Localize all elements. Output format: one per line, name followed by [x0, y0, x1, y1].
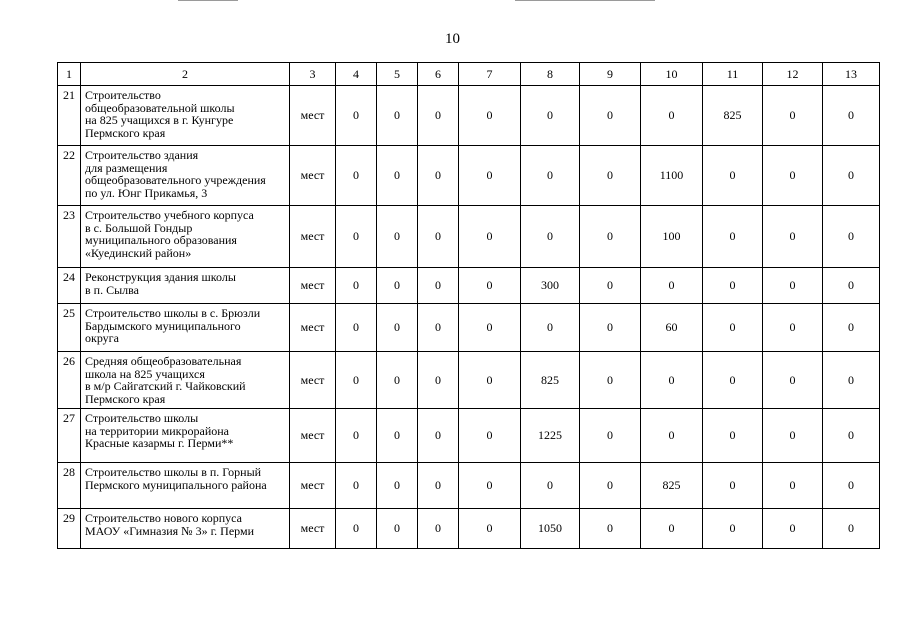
- row-number: 28: [58, 463, 81, 509]
- project-name-line: по ул. Юнг Прикамья, 3: [85, 185, 208, 200]
- value-cell: 0: [580, 146, 641, 206]
- project-name: [81, 268, 290, 304]
- project-name-line: общеобразовательного учреждения: [85, 173, 266, 187]
- value-cell: 0: [521, 463, 580, 509]
- row-number: 23: [58, 206, 81, 268]
- value-cell: 0: [459, 304, 521, 352]
- value-cell: 0: [459, 463, 521, 509]
- value-cell: 0: [336, 409, 377, 463]
- value-cell: 0: [377, 146, 418, 206]
- value-cell: 0: [377, 352, 418, 409]
- value-cell: 0: [703, 352, 763, 409]
- project-name-line: Средняя общеобразовательная: [85, 354, 242, 368]
- table-row: [58, 409, 880, 463]
- project-name: [81, 352, 290, 409]
- table-row: [58, 352, 880, 409]
- value-cell: 0: [823, 86, 880, 146]
- value-cell: 0: [703, 509, 763, 549]
- value-cell: 0: [580, 304, 641, 352]
- row-number: 21: [58, 86, 81, 146]
- unit-cell: мест: [290, 304, 336, 352]
- column-number-9: 9: [580, 63, 641, 86]
- project-name: [81, 206, 290, 268]
- project-name-line: Строительство учебного корпуса: [85, 208, 254, 222]
- value-cell: 0: [459, 509, 521, 549]
- value-cell: 0: [336, 304, 377, 352]
- value-cell: 0: [580, 409, 641, 463]
- value-cell: 0: [336, 352, 377, 409]
- value-cell: 0: [459, 206, 521, 268]
- column-number-11: 11: [703, 63, 763, 86]
- project-name-line: «Куединский район»: [85, 245, 192, 260]
- value-cell: 0: [377, 304, 418, 352]
- column-number-12: 12: [763, 63, 823, 86]
- value-cell: 0: [763, 509, 823, 549]
- project-name: [81, 463, 290, 509]
- table-row: [58, 146, 880, 206]
- value-cell: 0: [418, 352, 459, 409]
- project-name-line: Строительство школы в с. Брюзли: [85, 306, 261, 320]
- value-cell: 0: [336, 463, 377, 509]
- unit-cell: мест: [290, 268, 336, 304]
- value-cell: 0: [641, 86, 703, 146]
- project-name-line: школа на 825 учащихся: [85, 366, 205, 381]
- project-name-line: на территории микрорайона: [85, 423, 230, 438]
- value-cell: 0: [763, 206, 823, 268]
- value-cell: 0: [580, 352, 641, 409]
- value-cell: 0: [418, 409, 459, 463]
- value-cell: 0: [703, 206, 763, 268]
- project-name-line: Бардымского муниципального: [85, 318, 241, 333]
- value-cell: 0: [703, 304, 763, 352]
- unit-cell: мест: [290, 409, 336, 463]
- value-cell: 0: [377, 268, 418, 304]
- project-name: [81, 509, 290, 549]
- column-number-13: 13: [823, 63, 880, 86]
- value-cell: 0: [641, 352, 703, 409]
- project-name-line: округа: [85, 331, 119, 345]
- value-cell: 0: [823, 268, 880, 304]
- value-cell: 0: [823, 463, 880, 509]
- scan-edge-mark: [178, 0, 238, 1]
- value-cell: 1050: [521, 509, 580, 549]
- value-cell: 0: [418, 304, 459, 352]
- value-cell: 0: [823, 509, 880, 549]
- value-cell: 0: [521, 86, 580, 146]
- value-cell: 0: [763, 463, 823, 509]
- project-name-line: Реконструкция здания школы: [85, 270, 236, 284]
- project-name-line: в м/р Сайгатский г. Чайковский: [85, 379, 246, 393]
- value-cell: 0: [377, 86, 418, 146]
- value-cell: 0: [336, 509, 377, 549]
- value-cell: 0: [418, 206, 459, 268]
- row-number: 24: [58, 268, 81, 304]
- project-name-line: в с. Большой Гондыр: [85, 220, 193, 235]
- column-number-7: 7: [459, 63, 521, 86]
- value-cell: 0: [459, 268, 521, 304]
- value-cell: 60: [641, 304, 703, 352]
- project-name-line: Строительство нового корпуса: [85, 511, 242, 525]
- value-cell: 0: [580, 509, 641, 549]
- column-number-10: 10: [641, 63, 703, 86]
- project-name-line: Строительство: [85, 88, 161, 102]
- value-cell: 825: [521, 352, 580, 409]
- table-row: [58, 268, 880, 304]
- table-row: [58, 86, 880, 146]
- value-cell: 0: [521, 206, 580, 268]
- value-cell: 0: [459, 86, 521, 146]
- schools-table: [57, 62, 880, 549]
- scan-edge-mark: [515, 0, 655, 1]
- row-number: 22: [58, 146, 81, 206]
- value-cell: 0: [763, 146, 823, 206]
- project-name-line: Пермского муниципального района: [85, 477, 267, 492]
- value-cell: 0: [418, 509, 459, 549]
- value-cell: 0: [580, 86, 641, 146]
- project-name-line: Строительство здания: [85, 148, 199, 162]
- value-cell: 0: [763, 86, 823, 146]
- value-cell: 0: [521, 146, 580, 206]
- unit-cell: мест: [290, 86, 336, 146]
- value-cell: 300: [521, 268, 580, 304]
- value-cell: 0: [377, 409, 418, 463]
- value-cell: 0: [703, 409, 763, 463]
- project-name-line: Пермского края: [85, 125, 166, 140]
- unit-cell: мест: [290, 352, 336, 409]
- value-cell: 0: [336, 268, 377, 304]
- value-cell: 0: [521, 304, 580, 352]
- table-row: [58, 463, 880, 509]
- value-cell: 0: [823, 304, 880, 352]
- project-name: [81, 304, 290, 352]
- value-cell: 1225: [521, 409, 580, 463]
- column-number-2: 2: [81, 63, 290, 86]
- value-cell: 0: [641, 268, 703, 304]
- project-name-line: Пермского края: [85, 391, 166, 406]
- value-cell: 825: [641, 463, 703, 509]
- project-name-line: общеобразовательной школы: [85, 100, 235, 115]
- value-cell: 0: [336, 86, 377, 146]
- value-cell: 0: [336, 146, 377, 206]
- project-name-line: муниципального образования: [85, 233, 237, 247]
- unit-cell: мест: [290, 463, 336, 509]
- value-cell: 0: [377, 206, 418, 268]
- value-cell: 0: [703, 268, 763, 304]
- value-cell: 0: [823, 409, 880, 463]
- column-number-1: 1: [58, 63, 81, 86]
- value-cell: 0: [763, 352, 823, 409]
- value-cell: 100: [641, 206, 703, 268]
- project-name-line: Красные казармы г. Перми**: [85, 436, 234, 450]
- row-number: 25: [58, 304, 81, 352]
- value-cell: 1100: [641, 146, 703, 206]
- value-cell: 0: [418, 146, 459, 206]
- project-name-line: МАОУ «Гимназия № 3» г. Перми: [85, 523, 254, 538]
- value-cell: 0: [336, 206, 377, 268]
- column-number-6: 6: [418, 63, 459, 86]
- value-cell: 0: [823, 146, 880, 206]
- value-cell: 0: [823, 206, 880, 268]
- value-cell: 0: [418, 463, 459, 509]
- value-cell: 0: [641, 409, 703, 463]
- value-cell: 0: [459, 146, 521, 206]
- value-cell: 0: [418, 268, 459, 304]
- value-cell: 0: [763, 304, 823, 352]
- column-number-5: 5: [377, 63, 418, 86]
- table-row: [58, 206, 880, 268]
- project-name-line: для размещения: [85, 160, 168, 175]
- column-number-4: 4: [336, 63, 377, 86]
- table-body: [58, 86, 880, 549]
- value-cell: 0: [580, 268, 641, 304]
- value-cell: 0: [580, 463, 641, 509]
- project-name: [81, 146, 290, 206]
- value-cell: 0: [763, 268, 823, 304]
- project-name-line: на 825 учащихся в г. Кунгуре: [85, 113, 234, 127]
- value-cell: 0: [703, 463, 763, 509]
- row-number: 27: [58, 409, 81, 463]
- column-number-8: 8: [521, 63, 580, 86]
- project-name: [81, 409, 290, 463]
- unit-cell: мест: [290, 206, 336, 268]
- value-cell: 0: [377, 509, 418, 549]
- row-number: 26: [58, 352, 81, 409]
- value-cell: 0: [763, 409, 823, 463]
- value-cell: 0: [459, 409, 521, 463]
- value-cell: 0: [459, 352, 521, 409]
- project-name: [81, 86, 290, 146]
- unit-cell: мест: [290, 146, 336, 206]
- column-number-3: 3: [290, 63, 336, 86]
- project-name-line: Строительство школы: [85, 411, 199, 425]
- column-number-row: [58, 63, 880, 86]
- unit-cell: мест: [290, 509, 336, 549]
- project-name-line: в п. Сылва: [85, 282, 139, 297]
- table-row: [58, 304, 880, 352]
- value-cell: 825: [703, 86, 763, 146]
- table-row: [58, 509, 880, 549]
- value-cell: 0: [580, 206, 641, 268]
- project-name-line: Строительство школы в п. Горный: [85, 465, 262, 479]
- value-cell: 0: [418, 86, 459, 146]
- value-cell: 0: [641, 509, 703, 549]
- value-cell: 0: [377, 463, 418, 509]
- row-number: 29: [58, 509, 81, 549]
- value-cell: 0: [703, 146, 763, 206]
- value-cell: 0: [823, 352, 880, 409]
- page-number: 10: [445, 31, 460, 47]
